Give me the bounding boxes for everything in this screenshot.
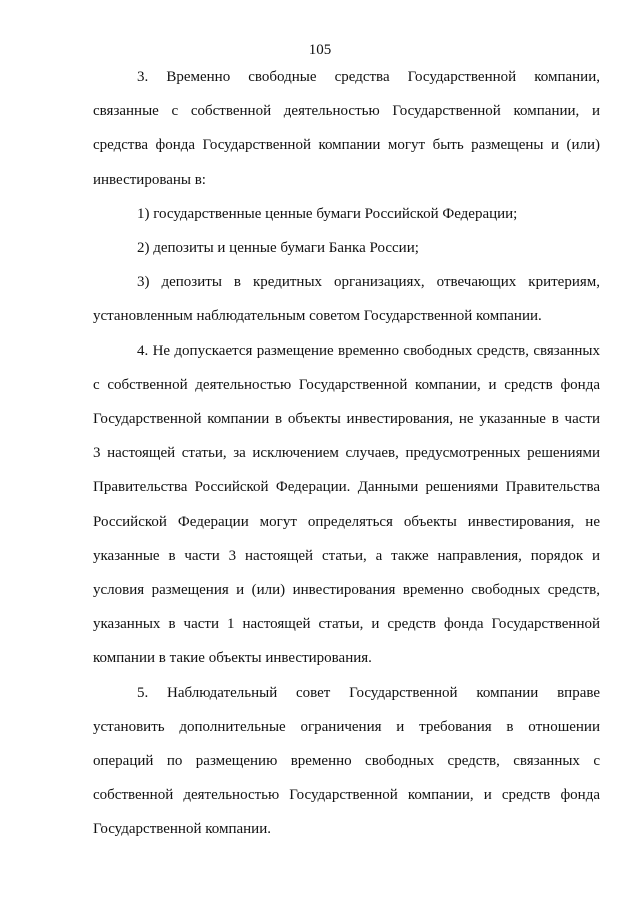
text-line: условия размещения и (или) инвестирования временно свободных средств, (93, 582, 600, 599)
text-line: 3) депозиты в кредитных организациях, отвечающих критериям, (137, 274, 600, 291)
text-line: собственной деятельностью Государственной компании, и средств фонда (93, 787, 600, 804)
text-line: 3. Временно свободные средства Государственной компании, (137, 69, 600, 85)
text-line: связанные с собственной деятельностью Государственной компании, и (93, 103, 600, 120)
text-line: установленным наблюдательным советом Государственной компании. (93, 308, 542, 325)
text-line: 4. Не допускается размещение временно свободных средств, связанных (137, 342, 600, 359)
text-line: установить дополнительные ограничения и требования в отношении (93, 718, 600, 735)
text-line: 5. Наблюдательный совет Государственной компании вправе (137, 684, 600, 701)
text-line: 3 настоящей статьи, за исключением случаев, предусмотренных решениями (93, 445, 600, 462)
page-number: 105 (308, 42, 332, 58)
list-item-3 (93, 265, 600, 333)
paragraph-4 (93, 334, 600, 676)
text-line: компании в такие объекты инвестирования. (93, 650, 372, 667)
text-line: инвестированы в: (93, 171, 206, 188)
document-body (93, 60, 600, 847)
text-line: 1) государственные ценные бумаги Российской Федерации; (137, 205, 518, 222)
paragraph-5 (93, 676, 600, 847)
paragraph-3 (93, 60, 600, 197)
text-line: указанные в части 3 настоящей статьи, а также направления, порядок и (93, 547, 600, 564)
text-line: 2) депозиты и ценные бумаги Банка России; (137, 240, 419, 257)
text-line: средства фонда Государственной компании могут быть размещены и (или) (93, 137, 600, 154)
text-line: Государственной компании. (93, 821, 271, 838)
text-line: операций по размещению временно свободных средств, связанных с (93, 753, 600, 770)
text-line: указанных в части 1 настоящей статьи, и средств фонда Государственной (93, 616, 600, 633)
text-line: Российской Федерации могут определяться объекты инвестирования, не (93, 513, 600, 530)
list-item-1 (93, 197, 600, 231)
text-line: Государственной компании в объекты инвестирования, не указанные в части (93, 411, 600, 428)
text-line: с собственной деятельностью Государственной компании, и средств фонда (93, 376, 600, 393)
list-item-2 (93, 231, 600, 265)
text-line: Правительства Российской Федерации. Данными решениями Правительства (93, 479, 600, 496)
